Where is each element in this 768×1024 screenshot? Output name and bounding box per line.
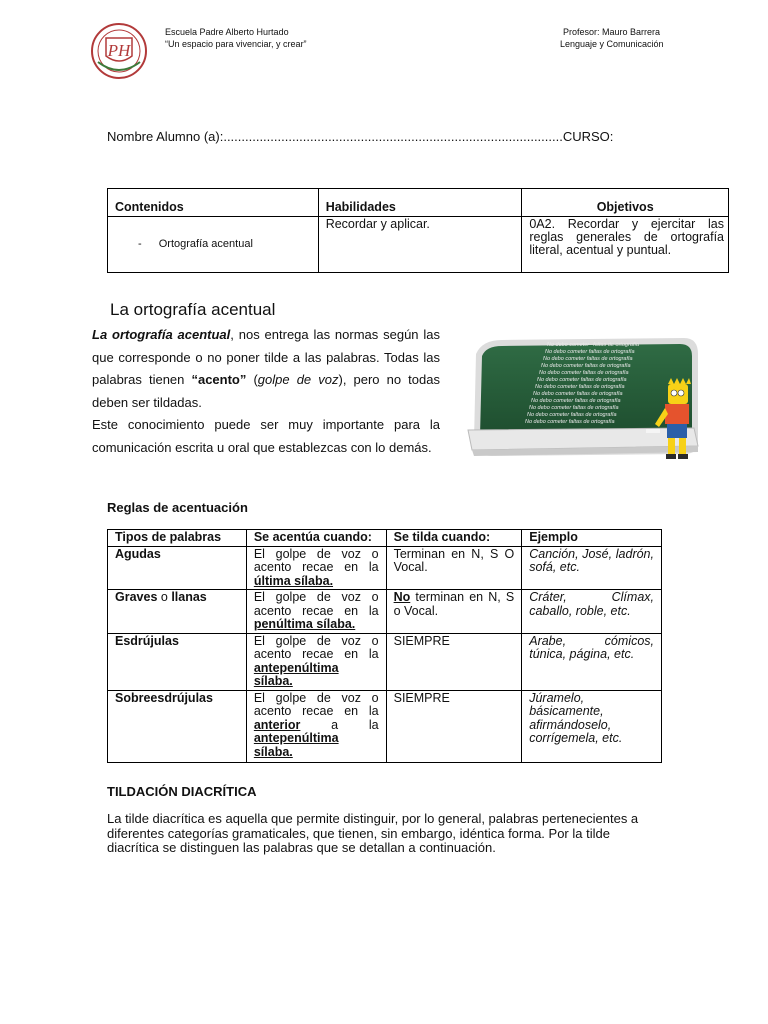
svg-text:No debo cometer faltas de ort: No debo cometer faltas de ortografía: [535, 384, 625, 390]
tilda-sobreesdrujulas: SIEMPRE: [386, 690, 522, 762]
teacher-name: Profesor: Mauro Barrera: [563, 27, 661, 37]
intro-golpe: golpe de voz: [257, 372, 339, 387]
intro-part-c: ), pero no todas deben ser tildadas.: [92, 372, 440, 410]
subject-name: Lenguaje y Comunicación: [560, 39, 664, 49]
acentua-sobreesdrujulas: El golpe de voz o acento recae en la anterior a la antepenúltima sílaba.: [246, 690, 386, 762]
header-objetivos: Objetivos: [522, 189, 729, 217]
chalk-line-b: faltas de ortografía: [593, 342, 640, 348]
objetivo-cell: 0A2. Recordar y ejercitar las reglas generales de ortografía literal, acentual y puntual.: [522, 217, 729, 273]
svg-text:No debo cometer faltas de ort: No debo cometer faltas de ortografía: [527, 412, 617, 418]
tipo-graves: Graves o llanas: [108, 590, 247, 634]
chalk-line-a: No debo cometer: [547, 342, 590, 348]
svg-text:No debo cometer faltas de ort: No debo cometer faltas de ortografía: [541, 363, 631, 369]
ejemplo-esdrujulas: Arabe, cómicos, túnica, página, etc.: [522, 633, 662, 690]
intro-part-a: , nos entrega las normas según las que corresponde o no poner tilde a las palabras. Todas las palabras tienen: [92, 327, 441, 387]
chalkboard-illustration: [462, 334, 702, 474]
svg-text:No debo cometer faltas de ort: No debo cometer faltas de ortografía: [539, 370, 629, 376]
course-label: CURSO:: [562, 129, 614, 144]
acentua-agudas: El golpe de voz o acento recae en la última sílaba.: [246, 546, 386, 590]
rules-header-acentua: Se acentúa cuando:: [246, 530, 386, 547]
school-logo: [84, 22, 154, 80]
rules-header-tipos: Tipos de palabras: [108, 530, 247, 547]
tilda-agudas: Terminan en N, S O Vocal.: [386, 546, 522, 590]
svg-text:No debo cometerfaltas de ortog: [547, 342, 639, 348]
table-row: [108, 546, 662, 590]
student-name-label: Nombre Alumno (a):: [107, 129, 224, 144]
svg-text:No debo cometer faltas de ort: No debo cometer faltas de ortografía: [543, 356, 633, 362]
intro-text: [92, 324, 440, 459]
svg-text:No debo cometer faltas de ort: No debo cometer faltas de ortografía: [529, 405, 619, 411]
tilda-esdrujulas: SIEMPRE: [386, 633, 522, 690]
svg-text:No debo cometer faltas de ort: No debo cometer faltas de ortografía: [545, 349, 635, 355]
rules-table: [107, 529, 662, 763]
acentua-graves: El golpe de voz o acento recae en la penúltima sílaba.: [246, 590, 386, 634]
intro-lead: La ortografía acentual: [92, 327, 231, 342]
table-row: [108, 590, 662, 634]
contents-table: [107, 188, 729, 273]
tipo-agudas: Agudas: [115, 546, 161, 561]
svg-text:No debo cometer faltas de ort: No debo cometer faltas de ortografía: [525, 419, 615, 425]
habilidad-cell: Recordar y aplicar.: [318, 217, 522, 273]
svg-text:No debo cometer faltas de ort: No debo cometer faltas de ortografía: [531, 398, 621, 404]
ejemplo-graves: Cráter, Clímax, caballo, roble, etc.: [522, 590, 662, 634]
student-name-blank[interactable]: ..............................................................................................: [223, 129, 563, 144]
ejemplo-sobreesdrujulas: Júramelo, básicamente, afirmándoselo, corrígemela, etc.: [522, 690, 662, 762]
tilda-graves: No terminan en N, S o Vocal.: [386, 590, 522, 634]
contenido-text: Ortografía acentual: [158, 238, 253, 250]
table-row: [108, 633, 662, 690]
diacritica-text: La tilde diacrítica es aquella que permite distinguir, por lo general, palabras pertenecientes a diferentes categorías gramaticales, que tienen, sin embargo, idéntica forma. Por la tilde diacrítica se distinguen las palabras que se detallan a continuación.: [107, 811, 639, 855]
acentua-esdrujulas: El golpe de voz o acento recae en la antepenúltima sílaba.: [246, 633, 386, 690]
svg-text:No debo cometer faltas de ort: No debo cometer faltas de ortografía: [533, 391, 623, 397]
school-name: Escuela Padre Alberto Hurtado: [165, 27, 289, 37]
header-contenidos: Contenidos: [108, 189, 319, 217]
table-row: [108, 690, 662, 762]
logo-initials: PH: [107, 41, 131, 60]
header-habilidades: Habilidades: [318, 189, 522, 217]
intro-acento: “acento”: [191, 372, 247, 387]
contenido-cell: [108, 217, 319, 273]
rules-title: Reglas de acentuación: [107, 500, 248, 515]
school-motto: “Un espacio para vivenciar, y crear”: [165, 39, 307, 49]
diacritica-title: TILDACIÓN DIACRÍTICA: [107, 784, 257, 799]
rules-header-ejemplo: Ejemplo: [522, 530, 662, 547]
intro-p2: Este conocimiento puede ser muy importante para la comunicación escrita u oral que establezcas con lo demás.: [92, 417, 440, 455]
tipo-esdrujulas: Esdrújulas: [115, 633, 179, 648]
section-title: La ortografía acentual: [110, 300, 276, 319]
rules-header-tilda: Se tilda cuando:: [386, 530, 522, 547]
ejemplo-agudas: Canción, José, ladrón, sofá, etc.: [522, 546, 662, 590]
intro-part-b: (: [246, 372, 258, 387]
tipo-sobreesdrujulas: Sobreesdrújulas: [115, 690, 213, 705]
svg-text:No debo cometer faltas de ort: No debo cometer faltas de ortografía: [537, 377, 627, 383]
bullet: -: [138, 238, 142, 250]
student-name-line: [107, 129, 613, 144]
